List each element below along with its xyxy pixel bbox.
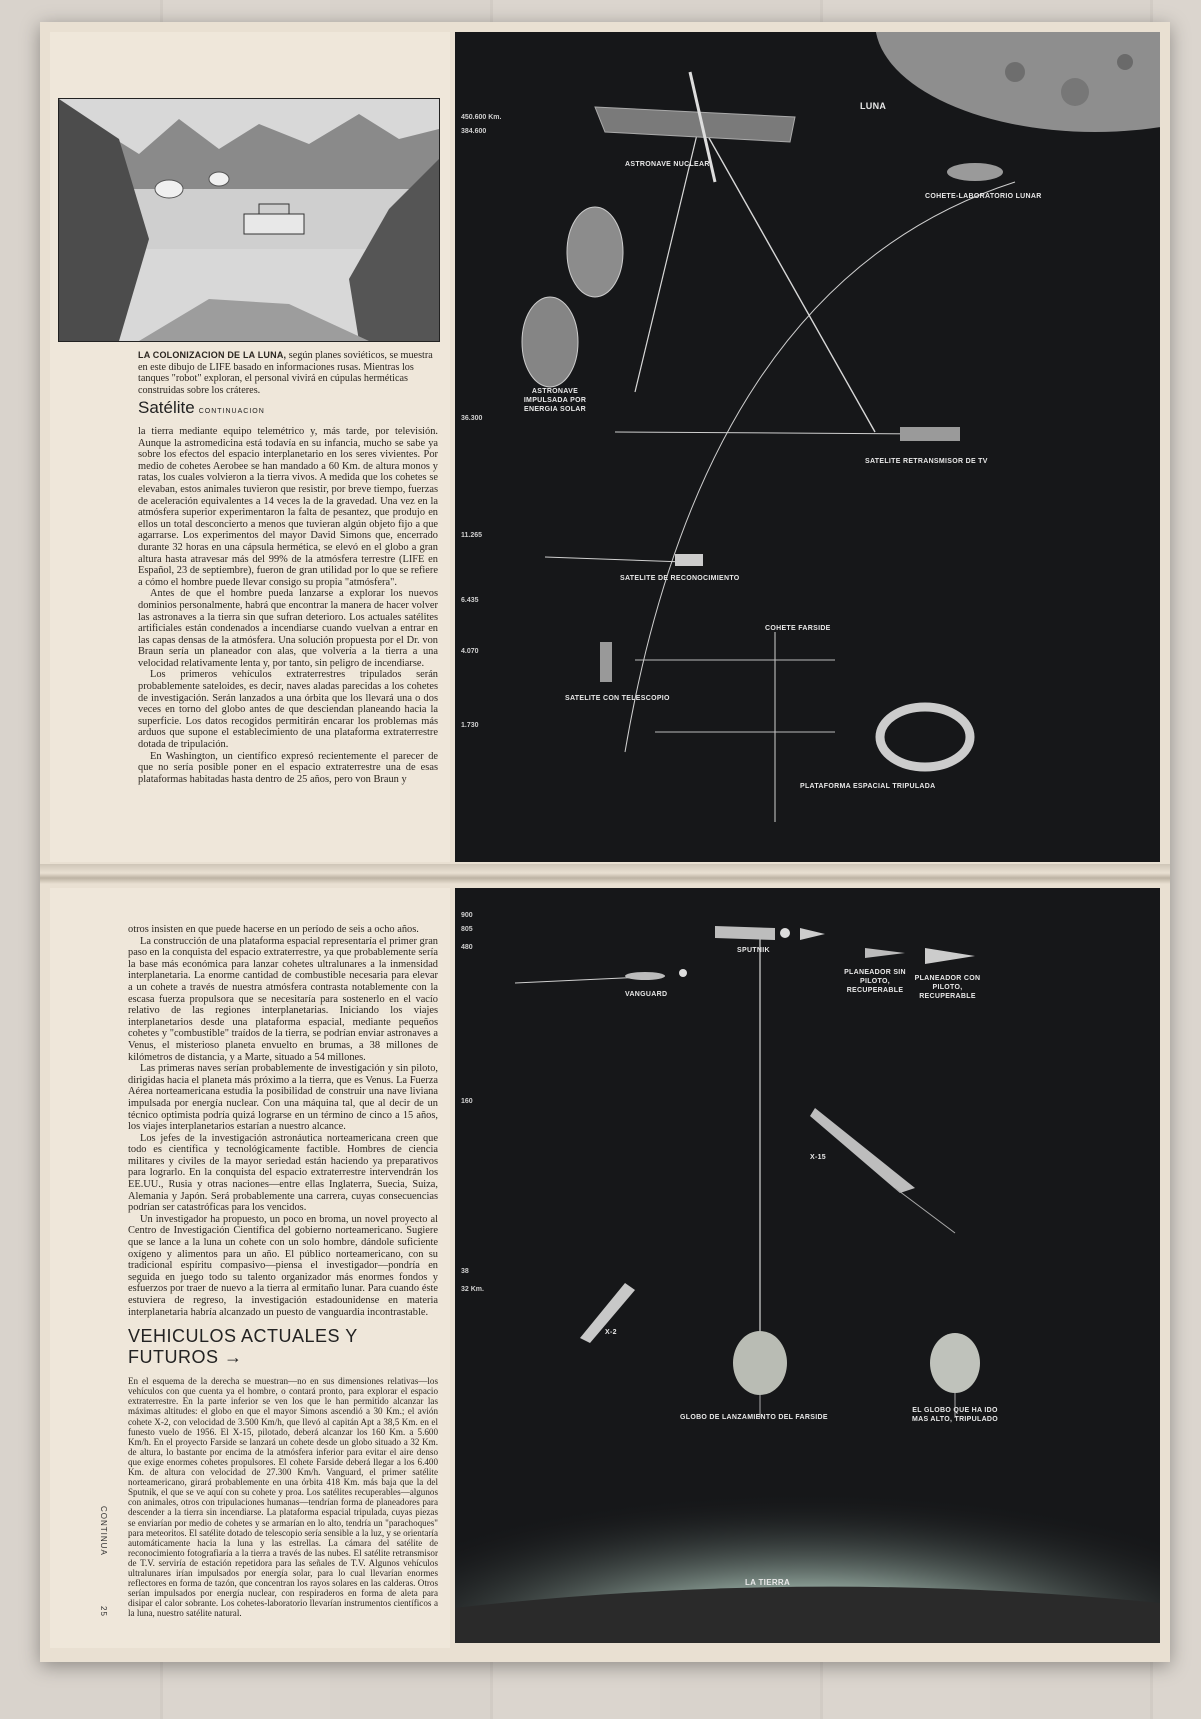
label-x2: X-2 xyxy=(605,1329,617,1336)
altitude-label: 6.435 xyxy=(461,597,479,604)
farside-balloon xyxy=(733,1331,787,1395)
section-title: Satélite xyxy=(138,398,195,417)
explanation-paragraph: En el esquema de la derecha se muestran—no en sus dimensiones relativas—los vehículos con que cuenta ya el hombre, o contará pronto, para explorar el espacio extraterrestre. En la parte inferior se ven los que le han permitido alcanzar las máximas altitudes: el globo en que el mayor Simons ascendió a 30 Km.; el avión cohete X-2, con velocidad de 3.500 Km/h, que llevó al capitán Apt a 38,5 Km. en el funesto vuelo de 1956. El X-15, pilotado, deberá alcanzar los 160 Km. a 5.600 Km/h. En el proyecto Farside se lanzará un cohete desde un globo situado a 32 Km. de altura, lo bastante por encima de la atmósfera inferior para evitar el aire denso que exige enormes cohetes propulsores. El cohete Farside deberá llegar a los 6.400 Km. de altura con velocidad de 27.300 Km/h. Vanguard, el primer satélite norteamericano, girará probablemente en una órbita 418 Km. más baja que la del Sputnik, el que se ve aquí con su cohete y proa. Los satélites recuperables—algunos con animales, otros con tripulaciones humanas—tendrían forma de planeadores para descender a la tierra sin incendiarse. La plataforma espacial tripulada, cuyas piezas se enviarían por medio de cohetes y se armarían en lo alto, tendría un "parachoques" para meteoritos. El satélite dotado de telescopio sería sensible a la luz, y se orientaría automáticamente hacia la luna y las estrellas. La cámara del satélite de reconocimiento fotografiaría a la tierra a través de las nubes. El satélite retransmisor de T.V. serviría de estación repetidora para las señales de T.V. Algunos vehículos ultralunares irían impulsados por energía solar, para lo cual llevarían enormes reflectores en forma de tazón, que concentran los rayos solares en las calderas. Otros serían impulsados por energía nuclear, con respiraderos en forma de aleta para disipar el calor sobrante. Los cohetes-laboratorio llevarían instrumentos científicos a la luna, nuestro satélite natural. xyxy=(128,1376,438,1619)
article-paragraph: Las primeras naves serían probablemente de investigación y sin piloto, dirigidas hacia el planeta más próximo a la tierra, que es Venus. La Fuerza Aérea norteamericana estudia la posibilidad de construir una nave liviana impulsada por energía nuclear. Con una máquina tal, que al decir de un técnico optimista podría quizá lograrse en un término de cinco a 15 años, los viajes interplanetarios estarían a nuestro alcance. xyxy=(128,1063,438,1133)
space-diagram-bottom xyxy=(455,888,1160,1643)
headline-text: VEHICULOS ACTUALES Y FUTUROS xyxy=(128,1326,358,1368)
article-paragraph: la tierra mediante equipo telemétrico y, más tarde, por televisión. Aunque la astromedicina está todavía en su infancia, mucho se sabe ya sobre los efectos del espacio interplanetario en los seres vivientes. Por medio de cohetes Aerobee se han mandado a 60 Km. de altura monos y ratas, los cuales volvieron a la tierra vivos. A medida que los cohetes se elevaban, estos animales tuvieron que resistir, por breve tiempo, fuerzas de aceleración equivalentes a 14 veces la de la gravedad. Una vez en la atmósfera superior experimentaron la falta de pesantez, que produjo en ellos un total desconcierto a menos que tuvieran algún objeto fijo a que agarrarse. Los experimentos del mayor David Simons que, encerrado durante 32 horas en una cápsula hermética, se elevó en el globo a gran altura hasta atravesar más del 99% de la atmósfera terrestre (LIFE en Español, 23 de septiembre), fueron de gran utilidad por lo que se refiere a cómo el hombre puede llevar consigo su propia "atmósfera". xyxy=(138,426,438,588)
solar-dish-1 xyxy=(567,207,623,297)
moon-orbit-arc xyxy=(625,182,1015,752)
tv-satellite xyxy=(900,427,960,441)
space-diagram-top-art xyxy=(455,32,1160,862)
article-paragraph: Un investigador ha propuesto, un poco en broma, un novel proyecto al Centro de Investigación Científica del gobierno norteamericano. Sugiere que se lance a la luna un cohete con un solo hombre, dándole suficiente oxígeno y alimentos para un año. El público norteamericano, con su tradicional espíritu compasivo—piensa el investigador—pondría en seguida en juego todo su talento organizador más enormes fondos y esfuerzos por traer de nuevo a la tierra al ermitaño lunar. Para cuando éste estuviera de regreso, la investigación estadounidense en materia interplanetaria habría alcanzado un puesto de vanguardia incontrastable. xyxy=(128,1213,438,1318)
label-la-tierra: LA TIERRA xyxy=(745,1578,791,1587)
sputnik-sphere xyxy=(780,928,790,938)
moon-shape xyxy=(875,32,1160,132)
page-number: 25 xyxy=(99,1606,108,1617)
altitude-label: 805 xyxy=(461,926,473,933)
nuclear-ship-panel xyxy=(595,107,795,142)
lunar-landscape-drawing xyxy=(59,99,439,341)
label-astronave-nuclear: ASTRONAVE NUCLEAR xyxy=(625,161,710,168)
arrow-right-icon: → xyxy=(224,1347,243,1368)
label-plataforma: PLATAFORMA ESPACIAL TRIPULADA xyxy=(800,783,936,790)
sputnik-rocket xyxy=(715,926,775,940)
unmanned-glider xyxy=(865,948,905,958)
vanguard-rocket xyxy=(625,972,665,980)
article-paragraph: Antes de que el hombre pueda lanzarse a explorar los nuevos dominios personalmente, habrá que encontrar la manera de hacer volver las astronaves a la tierra sin que sufran deterioro. Los actuales satélites artificiales están condenados a incendiarse cuando vuelvan a entrar en las capas densas de la atmósfera. Una solución propuesta por el Dr. von Braun sería un planeador con alas, que volvería a la tierra a una velocidad relativamente lenta y, por tanto, sin peligro de incendiarse. xyxy=(138,588,438,669)
altitude-label: 480 xyxy=(461,944,473,951)
label-cohete-farside: COHETE FARSIDE xyxy=(765,625,831,632)
bottom-text-column xyxy=(50,888,450,1648)
section-subtitle: CONTINUACION xyxy=(198,408,265,415)
label-satelite-telescopio: SATELITE CON TELESCOPIO xyxy=(565,695,670,702)
solar-dish-2 xyxy=(522,297,578,387)
top-text-column xyxy=(50,32,450,862)
altitude-label: 160 xyxy=(461,1098,473,1105)
space-diagram-top xyxy=(455,32,1160,862)
satelite-article xyxy=(138,384,438,785)
label-luna: LUNA xyxy=(860,101,887,111)
vehiculos-headline xyxy=(128,1326,438,1368)
caption-text: según planes soviéticos, se muestra en este dibujo de LIFE basado en informaciones rusas. Mientras los tanques "robot" exploran, el personal vivirá en cúpulas herméticas construidas sobre los cráteres. xyxy=(138,350,433,396)
label-planeador-con-piloto: PLANEADOR CON PILOTO, RECUPERABLE xyxy=(914,975,981,1000)
label-globo-alto: EL GLOBO QUE HA IDO MAS ALTO, TRIPULADO xyxy=(911,1407,999,1423)
altitude-label: 4.070 xyxy=(461,648,479,655)
article-paragraph: Los primeros vehículos extraterrestres tripulados serán probablemente sateloides, es decir, naves aladas parecidas a los cohetes de investigación. Serán lanzados a una órbita que los llevará una o dos veces en torno del globo antes de que desciendan planeando hacia la superficie. Los datos recogidos permitirán encarar los problemas más arduos que supone el establecimiento de una plataforma extraterrestre dotada de tripulación. xyxy=(138,669,438,751)
article-paragraph: Los jefes de la investigación astronáutica norteamericana creen que todo es científica y tecnológicamente factible. Hombres de ciencia militares y civiles de la mayor seriedad están haciendo ya preparativos para lograrlo. En la conquista del espacio extraterrestre intervendrán los EE.UU., Rusia y otras naciones—entre ellas Inglaterra, Suecia, Suiza, Alemania y Japón. Será probablemente una carrera, cuyas consecuencias podrían ser catastróficas para los vencidos. xyxy=(128,1132,438,1214)
lunar-colony-illustration xyxy=(58,98,440,342)
altitude-label: 38 xyxy=(461,1268,469,1275)
telescope-satellite xyxy=(600,642,612,682)
article-paragraph: otros insisten en que puede hacerse en un período de seis a ocho años. xyxy=(128,924,419,935)
altitude-label: 11.265 xyxy=(461,532,483,539)
article-paragraph: En Washington, un científico expresó recientemente el parecer de que no sería posible poner en el espacio extraterrestre una de esas plataformas habitadas hasta dentro de 25 años, pero von Braun y xyxy=(138,750,438,785)
label-globo-farside: GLOBO DE LANZAMIENTO DEL FARSIDE xyxy=(680,1414,828,1421)
label-vanguard: VANGUARD xyxy=(625,991,668,998)
vehiculos-explanation xyxy=(128,1376,438,1618)
recon-satellite xyxy=(675,554,703,566)
label-planeador-sin-piloto: PLANEADOR SIN PILOTO, RECUPERABLE xyxy=(844,969,906,994)
article-paragraph: La construcción de una plataforma espacial representaría el primer gran paso en la conquista del espacio extraterrestre, ya que probablemente sería la base más económica para lanzar cohetes ultralunares a la inmensidad interplanetaria. La enorme cantidad de combustible necesaria para elevar a un cohete a través de nuestra atmósfera contrasta notablemente con la escasa fuerza propulsora que se necesitaría para sostenerlo en el vacío relativo de las regiones interplanetarias. Iniciando los viajes interplanetarios desde una plataforma espacial, mediante pequeños cohetes y "combustible" traídos de la tierra, se podrían enviar astronaves a Venus, el misterioso planeta envuelto en brumas, a 38 millones de kilómetros de distancia, y a Marte, situado a 54 millones. xyxy=(128,935,439,1063)
magazine-spread xyxy=(40,22,1170,1662)
section-heading xyxy=(138,398,438,418)
label-satelite-tv: SATELITE RETRANSMISOR DE TV xyxy=(865,458,988,465)
caption-title: LA COLONIZACION DE LA LUNA, xyxy=(138,350,287,360)
highest-balloon xyxy=(930,1333,980,1393)
altitude-label: 32 Km. xyxy=(461,1286,484,1293)
bottom-page xyxy=(50,888,1170,1648)
top-page xyxy=(50,32,1170,862)
manned-glider xyxy=(925,948,975,964)
label-cohete-laboratorio: COHETE-LABORATORIO LUNAR xyxy=(925,193,1042,200)
lunar-rocket xyxy=(947,163,1003,181)
magazine-fold xyxy=(40,864,1170,884)
label-satelite-reconocimiento: SATELITE DE RECONOCIMIENTO xyxy=(620,575,740,582)
label-sputnik: SPUTNIK xyxy=(737,947,770,954)
continua-label: CONTINUA xyxy=(99,1506,108,1556)
label-x15: X-15 xyxy=(810,1154,826,1161)
altitude-label: 450.600 Km. xyxy=(461,114,502,121)
label-astronave-solar: ASTRONAVE IMPULSADA POR ENERGIA SOLAR xyxy=(523,388,587,413)
altitude-label: 384.600 xyxy=(461,128,487,135)
x15-plane xyxy=(810,1108,915,1193)
altitude-label: 900 xyxy=(461,912,473,919)
space-diagram-bottom-art xyxy=(455,888,1160,1643)
trajectory-line xyxy=(700,122,875,432)
altitude-label: 36.300 xyxy=(461,415,483,422)
space-platform-ring xyxy=(880,707,970,767)
altitude-label: 1.730 xyxy=(461,722,479,729)
article-continuation xyxy=(128,924,438,1618)
